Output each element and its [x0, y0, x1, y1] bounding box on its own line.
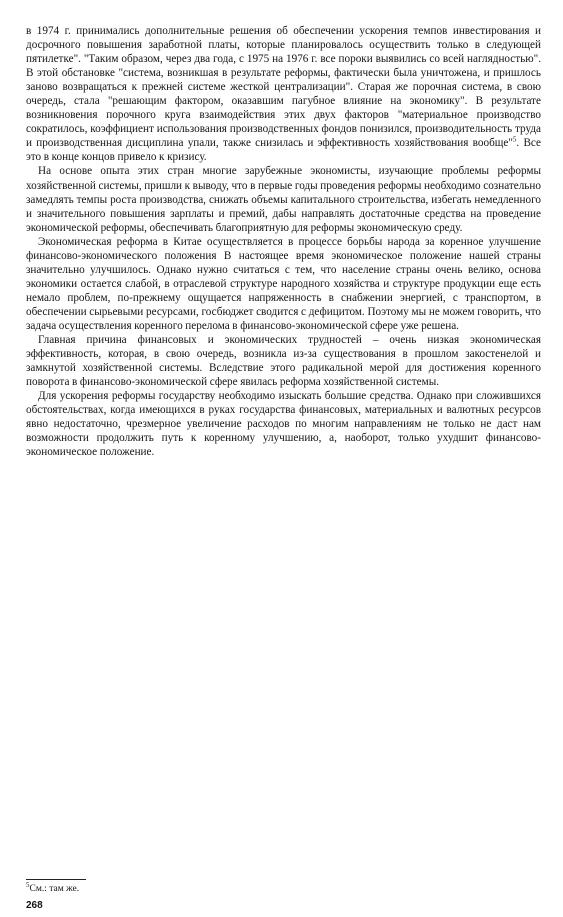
paragraph-5: Для ускорения реформы государству необходимо изыскать большие средства. Однако при сложившихся обстоятельствах, когда имеющихся в руках государства финансовых, материальных и валютных ресурсов явно недостаточно, чрезмерное увеличение расходов по многим направлениям не только не даст нам возможности продолжить путь к коренному улучшению, а, наоборот, только ухудшит финансово-экономическое положение.: [26, 390, 541, 459]
footnote-divider: [26, 879, 86, 880]
page-number: 268: [26, 900, 43, 911]
paragraph-1-text: в 1974 г. принимались дополнительные решения об обеспечении ускорения темпов инвестирования и досрочного повышения заработной платы, которые планировалось осуществить только в следующей пятилетке". "Таким образом, через два года, с 1975 на 1976 г. все пороки выявились со всей наглядностью". В этой обстановке "система, возникшая в результате реформы, фактически была уничтожена, и пришлось заново возвращаться к прежней системе жесткой централизации". Старая же порочная система, в свою очередь, стала "решающим фактором, оказавшим пагубное влияние на экономику". В результате возникновения порочного круга взаимодействия этих двух факторов "материальное производство сократилось, коэффициент использования производственных фондов понизился, производительность труда и производственная дисциплина упали, также снизилась и эффективность хозяйствования вообще": [26, 25, 541, 150]
paragraph-2: На основе опыта этих стран многие зарубежные экономисты, изучающие проблемы реформы хозяйственной системы, пришли к выводу, что в первые годы проведения реформы необходимо сознательно замедлять темпы роста производства, снижать объемы капитального строительства, избегать немедленного и значительного повышения зарплаты и премий, дабы направлять достаточные средства на проведение экономической реформы, обеспечивать благоприятную для реформы экономическую среду.: [26, 165, 541, 234]
footnote-reference: 5: [512, 135, 517, 144]
footnote-text: См.: там же.: [29, 884, 80, 894]
page-body: [26, 24, 541, 459]
paragraph-4: Главная причина финансовых и экономических трудностей – очень низкая экономическая эффективность, которая, в свою очередь, возникла из-за существования в прошлом закостенелой и замкнутой хозяйственной системы. Вследствие этого радикальной мерой для достижения коренного поворота в финансово-экономической сфере явилась реформа хозяйственной системы.: [26, 334, 541, 389]
footnote: [26, 880, 80, 894]
paragraph-1: [26, 24, 541, 164]
paragraph-3: Экономическая реформа в Китае осуществляется в процессе борьбы народа за коренное улучшение финансово-экономического положения В настоящее время экономическое положение нашей страны значительно улучшилось. Однако нужно считаться с тем, что население страны очень велико, основа экономики остается слабой, в отраслевой структуре народного хозяйства и структуре продукции еще есть немало проблем, по-прежнему ощущается напряженность в снабжении энергией, с транспортом, в обеспечении сырьевыми ресурсами, госбюджет сводится с дефицитом. Поэтому мы не можем говорить, что задача осуществления коренного перелома в финансово-экономической сфере уже решена.: [26, 235, 541, 332]
footnote-number: 5: [26, 880, 30, 889]
paragraph-1-tail: . Все это в конце концов привело к кризису.: [26, 137, 541, 164]
